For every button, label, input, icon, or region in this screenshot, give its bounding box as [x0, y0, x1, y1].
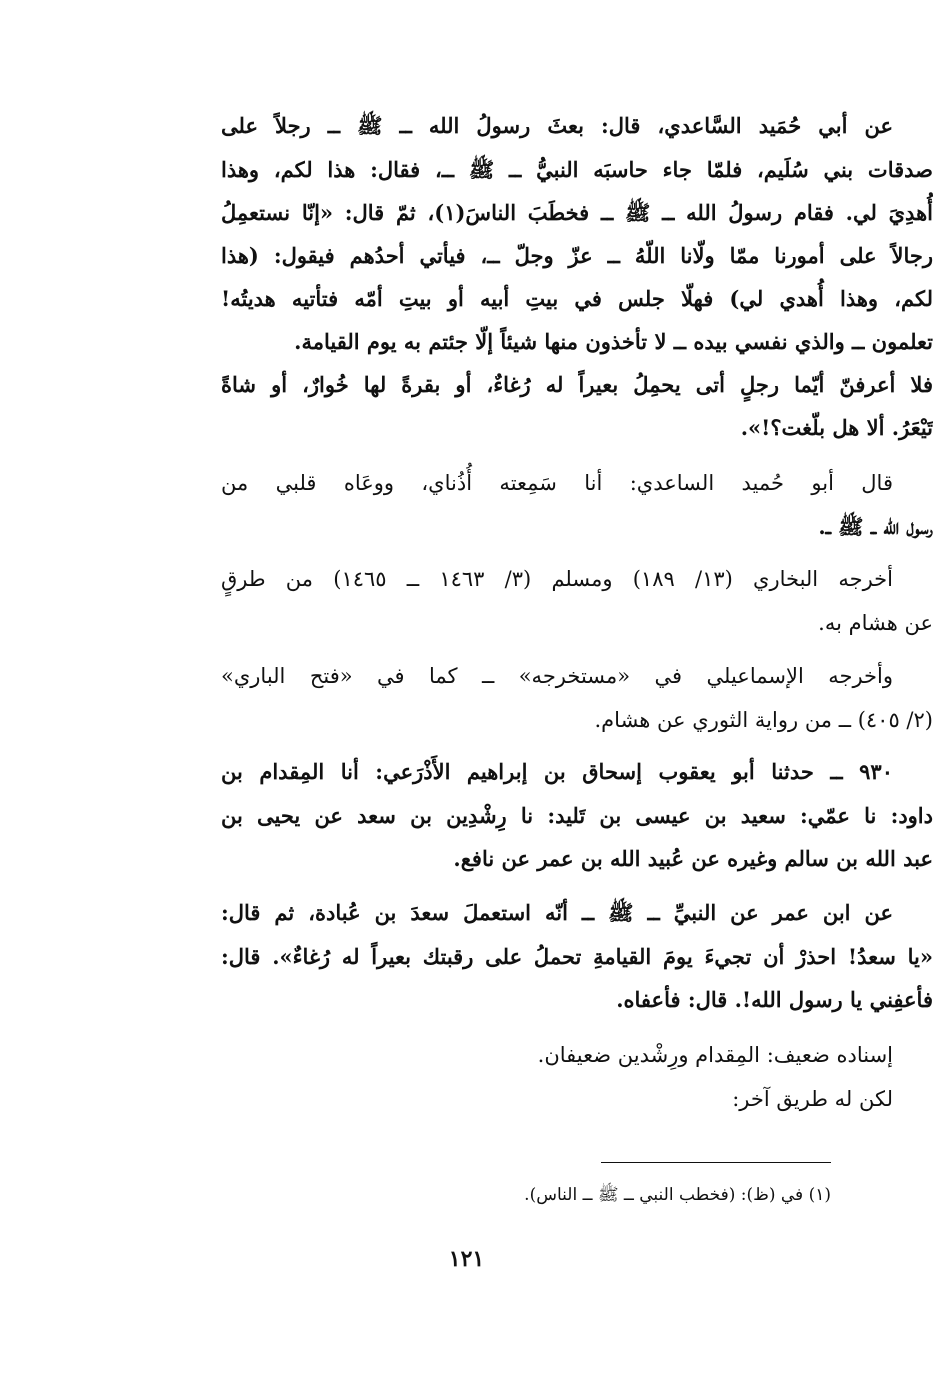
text-line: صدقات بني سُلَيم، فلمّا جاء حاسبَه النبيُّ ــ ﷺ ــ، فقال: هذا لكم، وهذا [221, 157, 933, 182]
footnote-divider [601, 1162, 831, 1163]
text-line: «يا سعدُ! احذرْ أن تجيءَ يومَ القيامةِ تحملُ على رقبتك بعيراً له رُغاءٌ». قال: [221, 944, 933, 969]
text-line: داود: نا عمّي: سعيد بن عيسى بن تَليد: نا رِشْدِين بن سعد عن يحيى بن [221, 803, 933, 828]
text-line: عن ابن عمر عن النبيِّ ــ ﷺ ــ أنّه استعملَ سعدَ بن عُبادة، ثم قال: [221, 900, 893, 925]
text-line: تَيْعَرُ. ألا هل بلّغت؟!». [740, 415, 933, 440]
text-line: فأعفِني يا رسول الله!. قال: فأعفاه. [616, 987, 933, 1012]
text-line: قال أبو حُميد الساعدي: أنا سَمِعته أُذُناي، ووعَاه قلبي من [221, 471, 893, 495]
text-line: أُهدِيَ لي. فقام رسولُ الله ــ ﷺ ــ فخطَبَ الناسَ(١)، ثمّ قال: «إنّا نستعمِلُ [221, 200, 933, 225]
page-number: ١٢١ [448, 1246, 485, 1272]
text-line: تعلمون ــ والذي نفسي بيده ــ لا تأخذون منها شيئاً إلّا جئتم به يوم القيامة. [294, 329, 933, 354]
footnote: (١) في (ظ): (فخطب النبي ــ ﷺ ــ الناس). [524, 1185, 831, 1205]
text-line: عن أبي حُمَيد السَّاعدي، قال: بعثَ رسولُ الله ــ ﷺ ــ رجلاً على [221, 113, 893, 138]
text-line: (٢/ ٤٠٥) ــ من رواية الثوري عن هشام. [594, 708, 933, 732]
text-line: عن هشام به. [818, 611, 933, 635]
text-line: أخرجه البخاري (١٣/ ١٨٩) ومسلم (٣/ ١٤٦٣ ــ ١٤٦٥) من طرقٍ [221, 567, 893, 591]
text-line: عبد الله بن سالم وغيره عن عُبيد الله بن عمر عن نافع. [453, 846, 933, 871]
text-line: فلا أعرفنّ أيّما رجلٍ أتى يحمِلُ بعيراً له رُغاءٌ، أو بقرةً لها خُوارٌ، أو شاةً [221, 372, 933, 397]
text-line: لكن له طريق آخر: [732, 1087, 893, 1111]
text-line: لكم، وهذا أُهدي لي) فهلّا جلس في بيتِ أبيه أو بيتِ أمّه فتأتيه هديتُه! [221, 286, 933, 311]
text-line: رجالاً على أمورنا ممّا ولّانا اللّهُ ــ عزّ وجلّ ــ، فيأتي أحدُهم فيقول: (هذا [221, 243, 933, 268]
text-line: ٩٣٠ ــ حدثنا أبو يعقوب إسحاق بن إبراهيم الأَذْرَعي: أنا المِقدام بن [221, 759, 893, 784]
text-line: إسناده ضعيف: المِقدام ورِشْدين ضعيفان. [537, 1043, 893, 1067]
text-line: رسول الله ــ ﷺ ــ. [818, 514, 933, 539]
text-line: وأخرجه الإسماعيلي في «مستخرجه» ــ كما في «فتح الباري» [221, 664, 893, 688]
